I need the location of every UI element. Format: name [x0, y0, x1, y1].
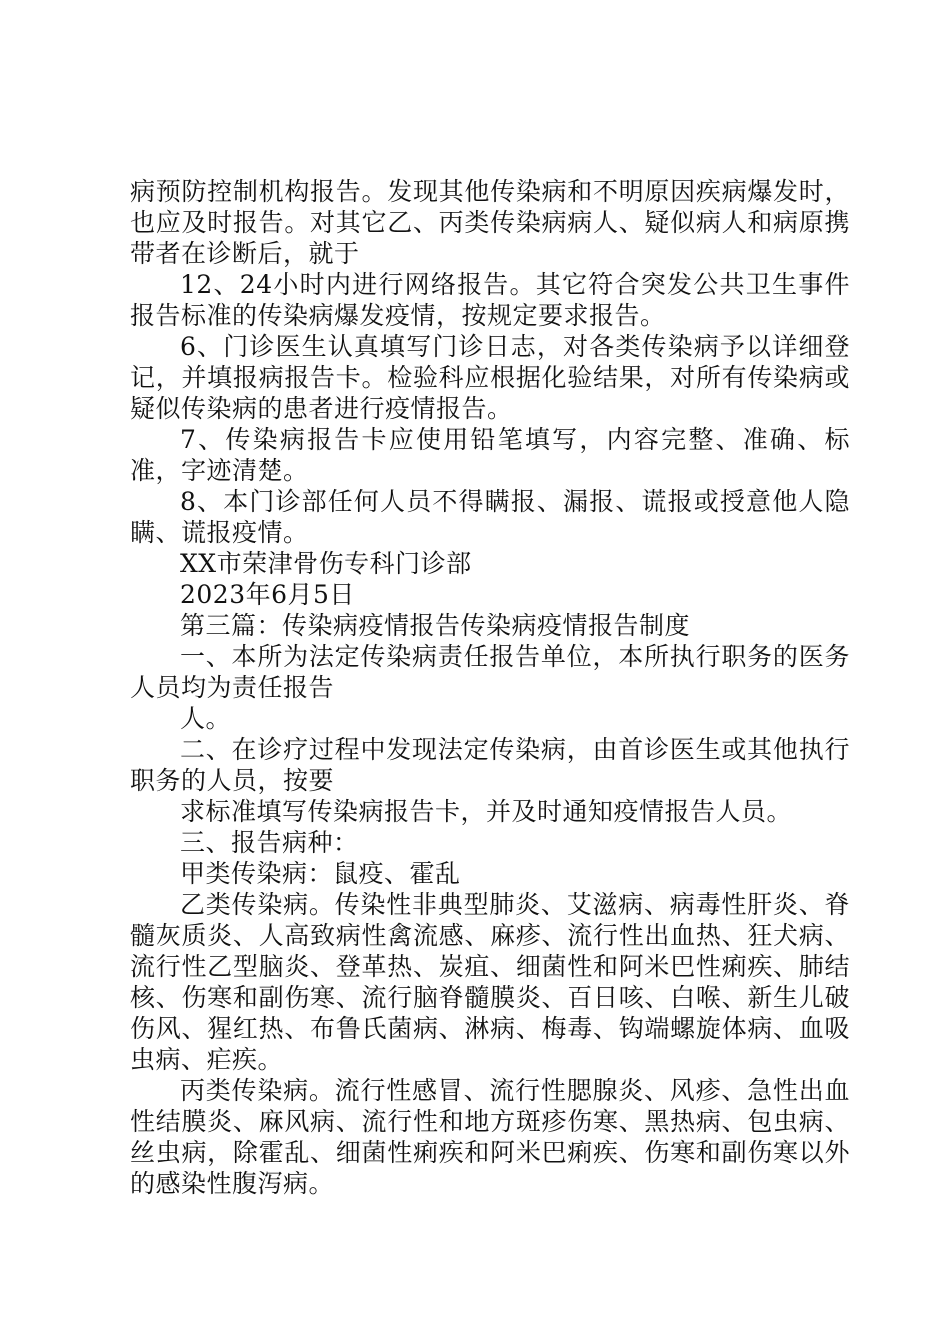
paragraph-continuation: 病预防控制机构报告。发现其他传染病和不明原因疾病爆发时，也应及时报告。对其它乙、丙类传染病病人、疑似病人和病原携带者在诊断后，就于	[130, 177, 850, 268]
paragraph-class-c: 丙类传染病。流行性感冒、流行性腮腺炎、风疹、急性出血性结膜炎、麻风病、流行性和地方斑疹伤寒、黑热病、包虫病、丝虫病，除霍乱、细菌性痢疾和阿米巴痢疾、伤寒和副伤寒以外的感染性腹泻病。	[130, 1076, 850, 1198]
paragraph-clause-2-end: 求标准填写传染病报告卡，并及时通知疫情报告人员。	[180, 797, 793, 826]
paragraph-clause-2: 二、在诊疗过程中发现法定传染病，由首诊医生或其他执行职务的人员，按要	[130, 735, 850, 795]
signature-date: 2023年6月5日	[180, 580, 355, 609]
paragraph-clause-3: 三、报告病种：	[180, 828, 359, 857]
signature-organization: XX市荣津骨伤专科门诊部	[180, 549, 472, 578]
paragraph-clause-1-end: 人。	[180, 704, 232, 733]
paragraph-item-8: 8、本门诊部任何人员不得瞒报、漏报、谎报或授意他人隐瞒、谎报疫情。	[130, 487, 850, 547]
paragraph-class-b: 乙类传染病。传染性非典型肺炎、艾滋病、病毒性肝炎、脊髓灰质炎、人高致病性禽流感、麻疹、流行性出血热、狂犬病、流行性乙型脑炎、登革热、炭疽、细菌性和阿米巴性痢疾、肺结核、伤寒和副伤寒、流行脑脊髓膜炎、百日咳、白喉、新生儿破伤风、猩红热、布鲁氏菌病、淋病、梅毒、钩端螺旋体病、血吸虫病、疟疾。	[130, 890, 850, 1074]
paragraph-class-a: 甲类传染病：鼠疫、霍乱	[180, 859, 461, 888]
paragraph-item-7: 7、传染病报告卡应使用铅笔填写，内容完整、准确、标准，字迹清楚。	[130, 425, 850, 485]
section-title-part-3: 第三篇：传染病疫情报告传染病疫情报告制度	[180, 611, 691, 640]
paragraph-report-timeframe: 12、24小时内进行网络报告。其它符合突发公共卫生事件报告标准的传染病爆发疫情，按规定要求报告。	[130, 270, 850, 330]
paragraph-clause-1: 一、本所为法定传染病责任报告单位，本所执行职务的医务人员均为责任报告	[130, 642, 850, 702]
document-body	[130, 176, 850, 1199]
paragraph-item-6: 6、门诊医生认真填写门诊日志，对各类传染病予以详细登记，并填报病报告卡。检验科应根据化验结果，对所有传染病或疑似传染病的患者进行疫情报告。	[130, 332, 850, 423]
